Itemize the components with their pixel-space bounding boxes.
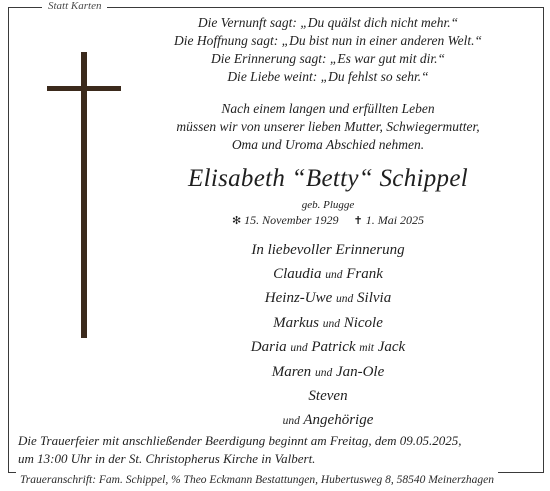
poem-line: Die Vernunft sagt: „Du quälst dich nicht mehr.“ <box>197 15 459 30</box>
mourner-name: Heinz-Uwe <box>264 290 333 306</box>
poem-line: Die Liebe weint: „Du fehlst so sehr.“ <box>227 69 429 84</box>
mourner-name: Nicole <box>343 314 383 331</box>
intro-line: Oma und Uroma Abschied nehmen. <box>231 137 425 152</box>
deceased-name: Elisabeth “Betty“ Schippel <box>188 165 468 192</box>
mourner-row <box>130 312 526 337</box>
mourner-name: Claudia <box>273 265 322 282</box>
intro-text <box>130 100 526 154</box>
mourner-row <box>130 409 526 434</box>
death-date: 1. Mai 2025 <box>365 213 425 227</box>
mourner-conjunction: und <box>290 342 308 354</box>
mourner-conjunction: mit <box>359 342 374 354</box>
maiden-name: geb. Plugge <box>301 199 355 211</box>
mourner-name: Angehörige <box>303 411 374 428</box>
poem-line: Die Erinnerung sagt: „Es war gut mit dir.“ <box>210 51 446 66</box>
mourner-name: Frank <box>346 265 383 282</box>
mourner-name: Maren <box>271 363 312 380</box>
mourner-conjunction: und <box>325 268 343 281</box>
mourner-row <box>130 385 526 409</box>
mourners-heading: In liebevoller Erinnerung <box>251 242 405 258</box>
mourner-row <box>130 336 526 361</box>
mourner-name: Patrick <box>311 339 356 355</box>
death-cross-icon: ✝ <box>353 215 363 227</box>
mourner-name: Silvia <box>357 290 392 306</box>
poem <box>130 14 526 86</box>
mourner-name: Daria <box>250 339 287 355</box>
mourner-conjunction: und <box>314 366 333 379</box>
mourner-name: Jack <box>377 339 406 355</box>
mourner-conjunction: und <box>336 293 354 305</box>
intro-line: Nach einem langen und erfüllten Leben <box>221 101 435 116</box>
cross-icon-vertical <box>81 52 87 338</box>
mourner-row <box>130 263 526 288</box>
mourning-address: Traueranschrift: Fam. Schippel, % Theo Eckmann Bestattungen, Hubertusweg 8, 58540 Meinerzhagen <box>16 472 498 488</box>
life-dates <box>130 212 526 229</box>
poem-line: Die Hoffnung sagt: „Du bist nun in einer anderen Welt.“ <box>174 33 482 48</box>
mourner-row <box>130 361 526 386</box>
birth-date: 15. November 1929 <box>244 213 339 227</box>
mourner-name: Steven <box>308 388 348 404</box>
mourner-conjunction: und <box>282 414 300 427</box>
mourner-name: Markus <box>273 314 319 331</box>
mourner-conjunction: und <box>322 317 340 330</box>
intro-line: müssen wir von unserer lieben Mutter, Schwiegermutter, <box>176 119 480 134</box>
header-label: Statt Karten <box>42 0 107 13</box>
cross-icon-horizontal <box>47 86 121 91</box>
birth-star-icon: ✻ <box>231 215 242 227</box>
funeral-info <box>18 432 538 468</box>
mourners-list <box>130 239 526 433</box>
mourner-row <box>130 287 526 312</box>
funeral-info-line: um 13:00 Uhr in der St. Christopherus Kirche in Valbert. <box>18 451 316 466</box>
funeral-info-line: Die Trauerfeier mit anschließender Beerdigung beginnt am Freitag, dem 09.05.2025, <box>18 433 462 448</box>
mourner-name: Jan-Ole <box>335 363 385 380</box>
